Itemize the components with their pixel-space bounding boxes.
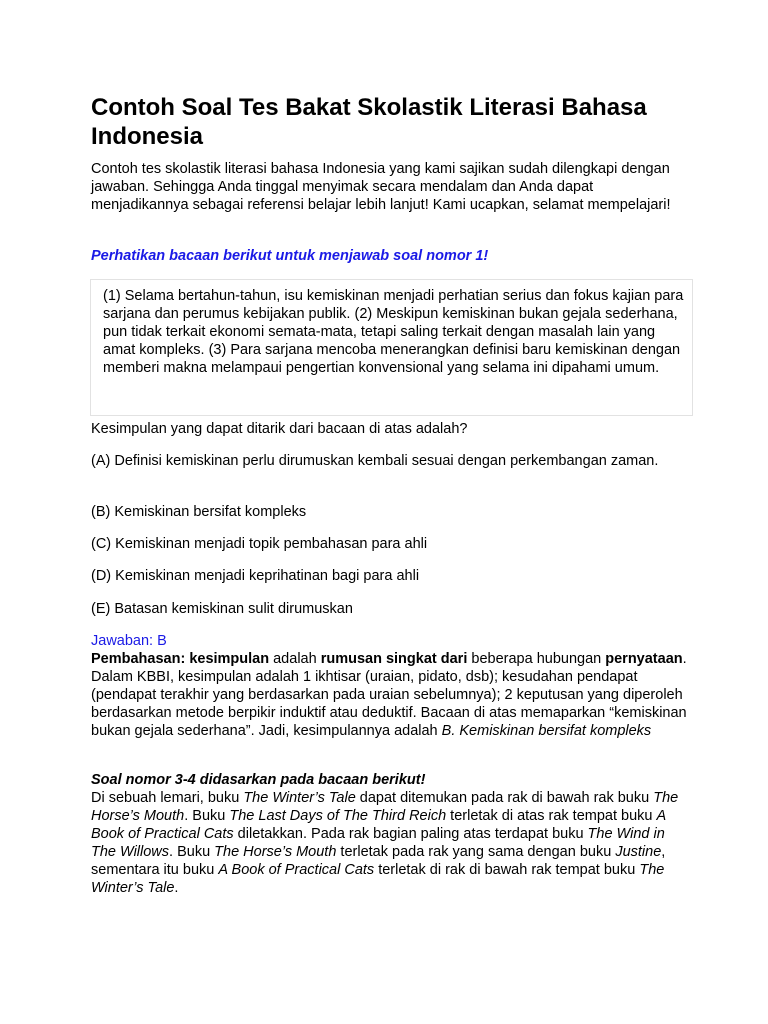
discussion-text-2: beberapa hubungan	[467, 651, 606, 667]
book-title-wind-willows: The Wind in The Willows	[91, 826, 665, 860]
passage2-text-1: Di sebuah lemari, buku	[91, 790, 244, 806]
passage2-text-5: diletakkan. Pada rak bagian paling atas terdapat buku	[233, 826, 588, 842]
option-c: (C) Kemiskinan menjadi topik pembahasan para ahli	[91, 536, 428, 552]
passage2-text-3: . Buku	[184, 808, 230, 824]
passage2-text-7: terletak pada rak yang sama dengan buku	[336, 844, 616, 860]
bookshelf-passage	[91, 789, 689, 897]
reading-passage-text: (1) Selama bertahun-tahun, isu kemiskinan menjadi perhatian serius dan fokus kajian para sarjana dan perumus kebijakan publik. (2) Meskipun kemiskinan bukan gejala sederhana, pun tidak terkait ekonomi semata-mata, tetapi saling terkait dengan masalah lain yang amat kompleks. (3) Para sarjana mencoba menerangkan definisi baru kemiskinan dengan memberi makna melampaui pengertian konvensional yang selama ini dipahami umum.	[103, 288, 684, 376]
passage2-text-2: dapat ditemukan pada rak di bawah rak buku	[355, 790, 654, 806]
passage2-text-6: . Buku	[169, 844, 215, 860]
discussion-bold-3: pernyataan	[605, 651, 683, 667]
passage2-text-4: terletak di atas rak tempat buku	[446, 808, 657, 824]
instruction-question-1: Perhatikan bacaan berikut untuk menjawab soal nomor 1!	[91, 248, 489, 264]
book-title-justine: Justine	[615, 844, 662, 860]
question-1: Kesimpulan yang dapat ditarik dari bacaan di atas adalah?	[91, 421, 468, 437]
book-title-last-days: The Last Days of The Third Reich	[229, 808, 447, 824]
book-title-practical-cats-2: A Book of Practical Cats	[218, 862, 375, 878]
discussion-label: Pembahasan: kesimpulan	[91, 651, 270, 667]
option-a: (A) Definisi kemiskinan perlu dirumuskan kembali sesuai dengan perkembangan zaman.	[91, 453, 659, 469]
discussion-paragraph	[91, 650, 689, 740]
passage2-text-10: .	[174, 880, 179, 896]
option-e: (E) Batasan kemiskinan sulit dirumuskan	[91, 601, 353, 617]
passage2-text-9: terletak di rak di bawah rak tempat buku	[374, 862, 640, 878]
book-title-winters-tale: The Winter’s Tale	[243, 790, 356, 806]
instruction-question-3-4: Soal nomor 3-4 didasarkan pada bacaan berikut!	[91, 772, 426, 788]
passage2-text-8: , sementara itu buku	[91, 844, 666, 878]
book-title-horses-mouth: The Horse’s Mouth	[91, 790, 679, 824]
discussion-text-1: adalah	[269, 651, 321, 667]
book-title-horses-mouth-2: The Horse’s Mouth	[214, 844, 337, 860]
option-d: (D) Kemiskinan menjadi keprihatinan bagi para ahli	[91, 568, 420, 584]
reading-passage-box	[90, 279, 693, 416]
book-title-winters-tale-2: The Winter’s Tale	[91, 862, 665, 896]
page-title: Contoh Soal Tes Bakat Skolastik Literasi Bahasa Indonesia	[91, 94, 647, 150]
discussion-bold-2: rumusan singkat dari	[320, 651, 468, 667]
discussion-text-3: . Dalam KBBI, kesimpulan adalah 1 ikhtisar (uraian, pidato, dsb); kesudahan pendapat (pendapat terakhir yang berdasarkan pada uraian sebelumnya); 2 keputusan yang diperoleh berdasarkan metode berpikir induktif atau deduktif. Bacaan di atas memaparkan “kemiskinan bukan gejala sederhana”. Jadi, kesimpulannya adalah	[91, 651, 687, 739]
answer-label: Jawaban: B	[91, 633, 167, 649]
intro-paragraph: Contoh tes skolastik literasi bahasa Indonesia yang kami sajikan sudah dilengkapi dengan jawaban. Sehingga Anda tinggal menyimak secara mendalam dan Anda dapat menjadikannya sebagai referensi belajar lebih lanjut! Kami ucapkan, selamat mempelajari!	[91, 161, 671, 213]
book-title-practical-cats: A Book of Practical Cats	[91, 808, 666, 842]
option-b: (B) Kemiskinan bersifat kompleks	[91, 504, 307, 520]
discussion-conclusion: B. Kemiskinan bersifat kompleks	[441, 723, 652, 739]
